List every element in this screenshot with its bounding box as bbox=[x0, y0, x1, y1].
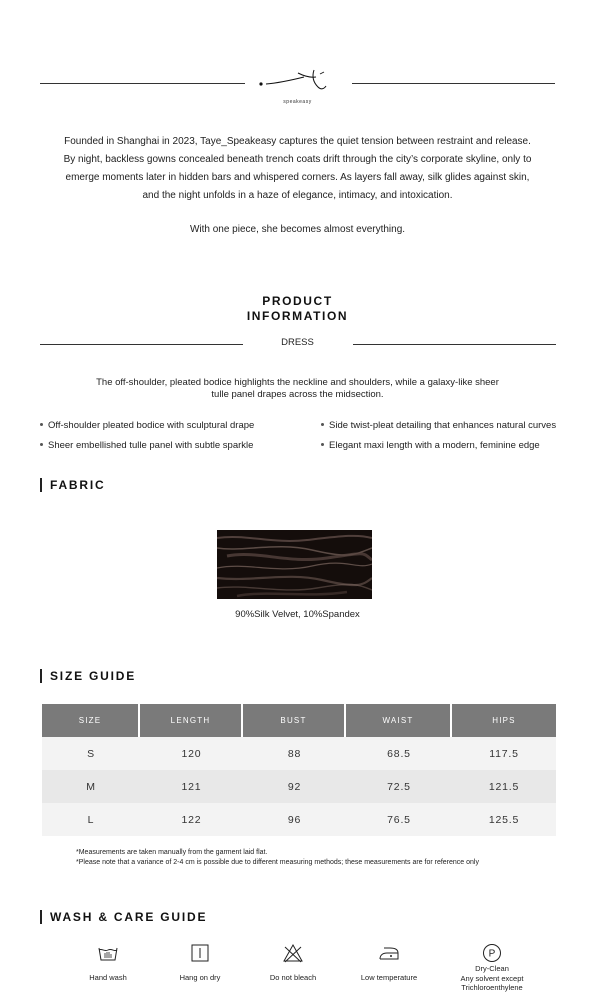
table-cell: 122 bbox=[140, 803, 243, 836]
fabric-swatch-image bbox=[217, 530, 372, 599]
intro-line: Founded in Shanghai in 2023, Taye_Speakeasy captures the quiet tension between restraint and release. bbox=[64, 136, 531, 147]
intro-line: By night, backless gowns concealed beneath trench coats drift through the city’s corporate skyline, only to bbox=[63, 154, 532, 165]
size-table bbox=[42, 704, 556, 836]
table-cell: 120 bbox=[140, 737, 243, 770]
dry-clean-p-icon bbox=[481, 942, 503, 964]
table-cell: 72.5 bbox=[346, 770, 452, 803]
fabric-heading: FABRIC bbox=[40, 478, 105, 492]
intro-line: emerge moments later in hidden bars and whispered corners. As layers fall away, silk glides against skin, bbox=[65, 172, 530, 183]
dry-clean-letter: P bbox=[488, 948, 496, 960]
column-header: HIPS bbox=[452, 704, 556, 737]
care-label-line: Any solvent except bbox=[460, 973, 524, 983]
title-line: INFORMATION bbox=[246, 309, 349, 323]
divider-line bbox=[40, 83, 245, 84]
brand-intro bbox=[40, 133, 555, 205]
feature-text: Off-shoulder pleated bodice with sculptural drape bbox=[48, 420, 255, 431]
care-guide-heading: WASH & CARE GUIDE bbox=[40, 910, 207, 924]
table-row bbox=[42, 770, 556, 803]
bullet-icon bbox=[321, 423, 324, 426]
description-line: The off-shoulder, pleated bodice highlights the neckline and shoulders, while a galaxy-like sheer bbox=[96, 377, 499, 388]
table-cell: 68.5 bbox=[346, 737, 452, 770]
table-header-row bbox=[42, 704, 556, 737]
care-label: Hang on dry bbox=[179, 973, 221, 982]
no-bleach-icon bbox=[282, 942, 304, 964]
category-row bbox=[0, 337, 595, 351]
feature-item bbox=[321, 420, 556, 431]
brand-tagline: With one piece, she becomes almost everything. bbox=[189, 224, 406, 235]
table-cell: 125.5 bbox=[452, 803, 556, 836]
table-row bbox=[42, 737, 556, 770]
fabric-composition: 90%Silk Velvet, 10%Spandex bbox=[235, 609, 360, 620]
table-cell: 92 bbox=[243, 770, 346, 803]
brand-logo-mark bbox=[258, 68, 338, 98]
product-description bbox=[80, 377, 515, 401]
bullet-icon bbox=[40, 423, 43, 426]
table-cell: M bbox=[42, 770, 140, 803]
divider-line bbox=[353, 344, 556, 345]
feature-item bbox=[40, 440, 253, 451]
care-label: Do not bleach bbox=[269, 973, 317, 982]
note-line: *Measurements are taken manually from the garment laid flat. bbox=[76, 849, 268, 856]
feature-item bbox=[40, 420, 254, 431]
category-label: DRESS bbox=[281, 337, 314, 348]
title-line: PRODUCT bbox=[262, 294, 333, 308]
intro-line: and the night unfolds in a haze of elegance, intimacy, and intoxication. bbox=[142, 190, 453, 201]
column-header: SIZE bbox=[42, 704, 140, 737]
table-cell: L bbox=[42, 803, 140, 836]
care-label: Low temperature bbox=[360, 973, 418, 982]
column-header: LENGTH bbox=[140, 704, 243, 737]
feature-text: Sheer embellished tulle panel with subtle sparkle bbox=[48, 440, 254, 451]
table-cell: 117.5 bbox=[452, 737, 556, 770]
hang-dry-icon bbox=[189, 942, 211, 964]
divider-line bbox=[352, 83, 555, 84]
table-cell: 76.5 bbox=[346, 803, 452, 836]
feature-item bbox=[321, 440, 540, 451]
column-header: BUST bbox=[243, 704, 346, 737]
table-cell: 121 bbox=[140, 770, 243, 803]
bullet-icon bbox=[321, 443, 324, 446]
iron-low-icon bbox=[378, 942, 400, 964]
product-info-title bbox=[0, 294, 595, 324]
feature-text: Side twist-pleat detailing that enhances natural curves bbox=[329, 420, 557, 431]
note-line: *Please note that a variance of 2-4 cm is possible due to different measuring methods; these measurements are for reference only bbox=[76, 858, 479, 866]
brand-logo-text: speakeasy bbox=[283, 99, 312, 105]
care-label bbox=[447, 964, 537, 993]
table-cell: 96 bbox=[243, 803, 346, 836]
table-cell: 88 bbox=[243, 737, 346, 770]
hand-wash-icon bbox=[97, 942, 119, 964]
bullet-icon bbox=[40, 443, 43, 446]
table-row bbox=[42, 803, 556, 836]
description-line: tulle panel drapes across the midsection. bbox=[211, 389, 384, 400]
measurement-notes bbox=[76, 848, 506, 867]
feature-text: Elegant maxi length with a modern, feminine edge bbox=[329, 440, 540, 451]
fabric-texture bbox=[217, 530, 372, 599]
care-label-line: Dry-Clean bbox=[475, 964, 509, 973]
size-guide-heading: SIZE GUIDE bbox=[40, 669, 136, 683]
table-cell: 121.5 bbox=[452, 770, 556, 803]
table-cell: S bbox=[42, 737, 140, 770]
care-label: Hand wash bbox=[89, 973, 127, 982]
care-label-line: Trichloroenthylene bbox=[461, 983, 523, 992]
column-header: WAIST bbox=[346, 704, 452, 737]
